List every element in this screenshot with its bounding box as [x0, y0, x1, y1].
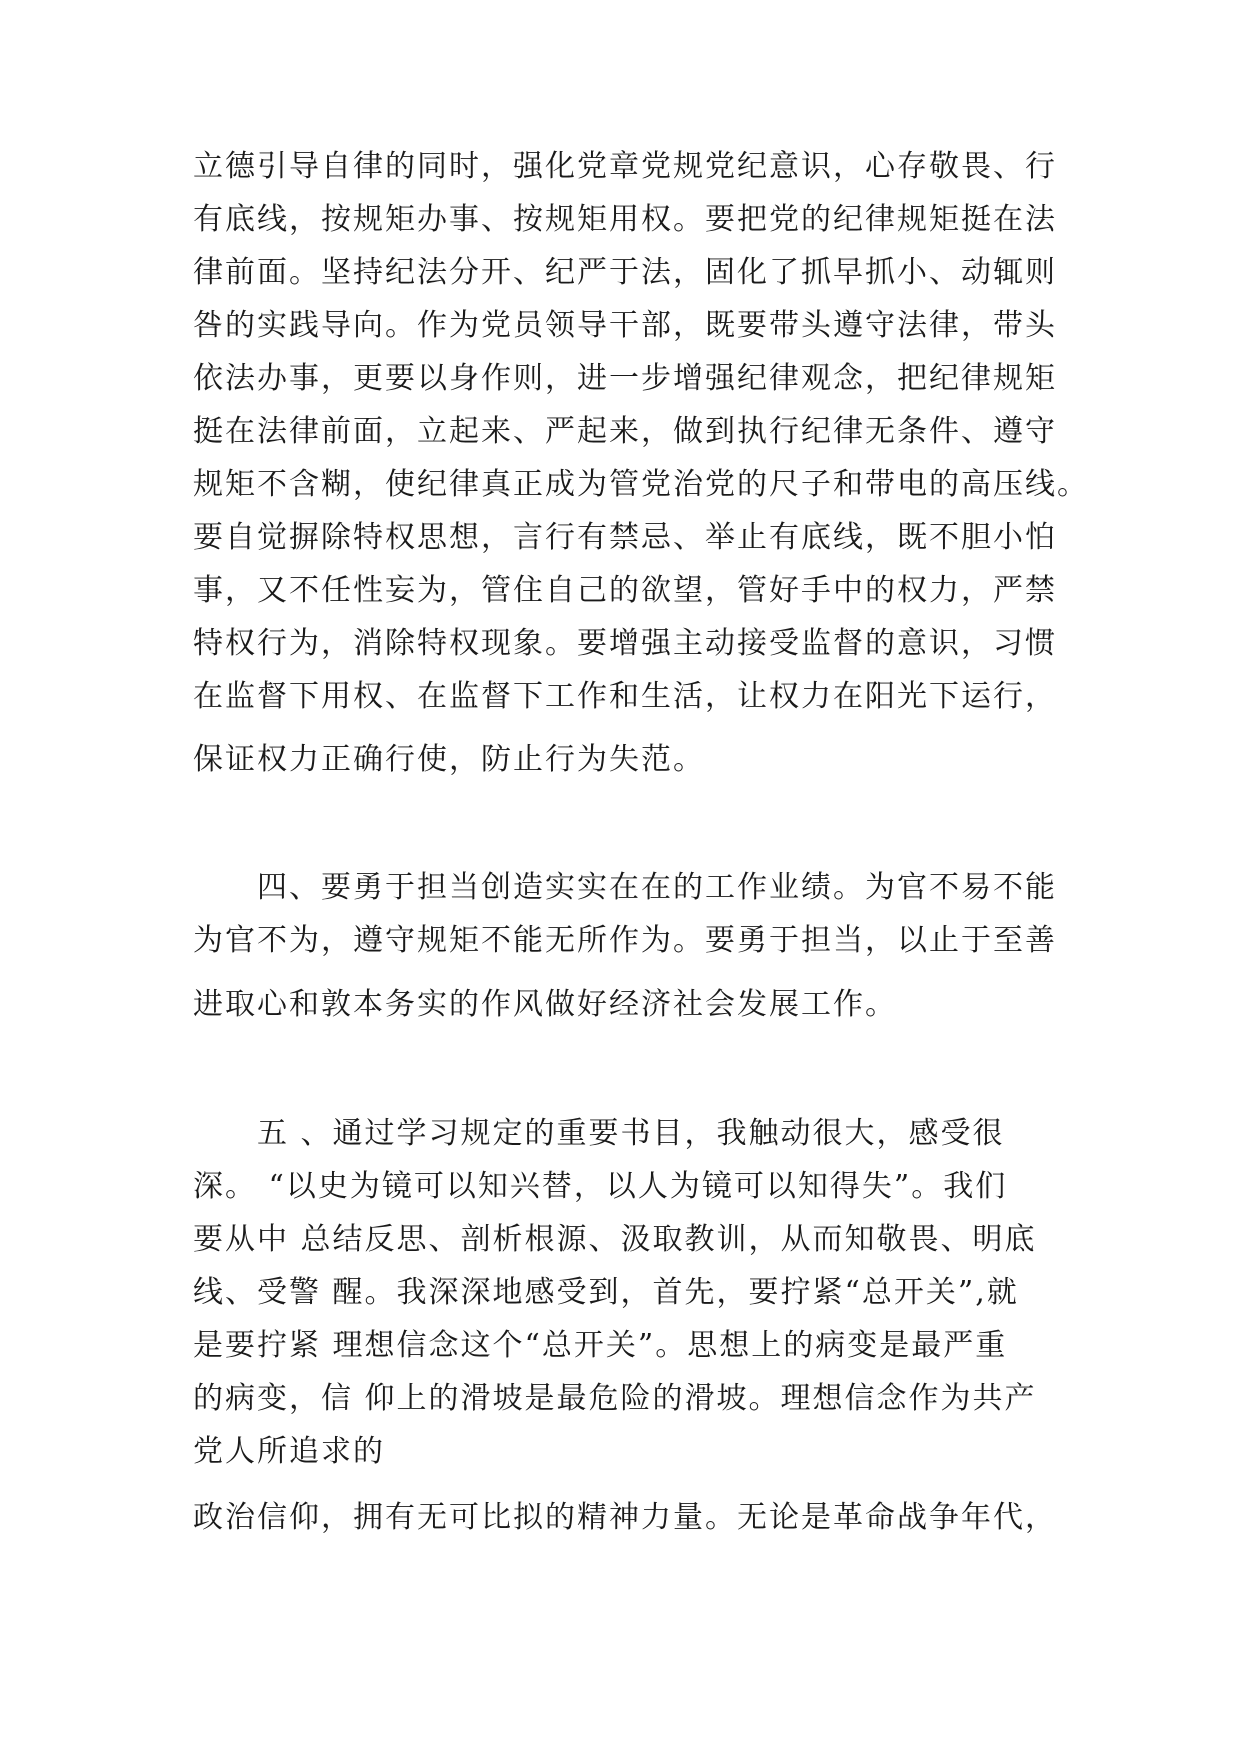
- text-line: 为官不为，遵守规矩不能无所作为。要勇于担当，以止于至善: [193, 923, 1057, 958]
- text-line: 政治信仰，拥有无可比拟的精神力量。无论是革命战争年代，: [193, 1500, 1057, 1535]
- text-line: 律前面。坚持纪法分开、纪严于法，固化了抓早抓小、动辄则: [193, 255, 1057, 290]
- text-line: 有底线，按规矩办事、按规矩用权。要把党的纪律规矩挺在法: [193, 202, 1057, 237]
- text-line: 深。 “以史为镜可以知兴替，以人为镜可以知得失”。我们: [193, 1169, 1008, 1204]
- text-line: 立德引导自律的同时，强化党章党规党纪意识，心存敬畏、行: [193, 149, 1057, 184]
- section-four-line: 四、要勇于担当创造实实在在的工作业绩。为官不易不能: [193, 870, 1057, 905]
- text-line: 事，又不任性妄为，管住自己的欲望，管好手中的权力，严禁: [193, 573, 1057, 608]
- text-line: 特权行为，消除特权现象。要增强主动接受监督的意识，习惯: [193, 626, 1057, 661]
- text-line: 保证权力正确行使，防止行为失范。: [193, 742, 705, 777]
- text-line: 进取心和敦本务实的作风做好经济社会发展工作。: [193, 987, 897, 1022]
- text-line: 挺在法律前面，立起来、严起来，做到执行纪律无条件、遵守: [193, 414, 1057, 449]
- text-line: 的病变，信 仰上的滑坡是最危险的滑坡。理想信念作为共产: [193, 1381, 1037, 1416]
- text-line: 是要拧紧 理想信念这个“总开关”。思想上的病变是最严重: [193, 1328, 1008, 1363]
- text-line: 依法办事，更要以身作则，进一步增强纪律观念，把纪律规矩: [193, 361, 1057, 396]
- text-line: 要从中 总结反思、剖析根源、汲取教训，从而知敬畏、明底: [193, 1222, 1037, 1257]
- text-line: 咎的实践导向。作为党员领导干部，既要带头遵守法律，带头: [193, 308, 1057, 343]
- text-line: 线、受警 醒。我深深地感受到，首先，要拧紧“总开关”,就: [193, 1275, 1019, 1310]
- text-line: 规矩不含糊，使纪律真正成为管党治党的尺子和带电的高压线。: [193, 467, 1089, 502]
- text-line: 要自觉摒除特权思想，言行有禁忌、举止有底线，既不胆小怕: [193, 520, 1057, 555]
- section-five-line: 五 、通过学习规定的重要书目，我触动很大，感受很: [193, 1116, 1005, 1151]
- text-line: 在监督下用权、在监督下工作和生活，让权力在阳光下运行，: [193, 679, 1057, 714]
- text-line: 党人所追求的: [193, 1434, 385, 1469]
